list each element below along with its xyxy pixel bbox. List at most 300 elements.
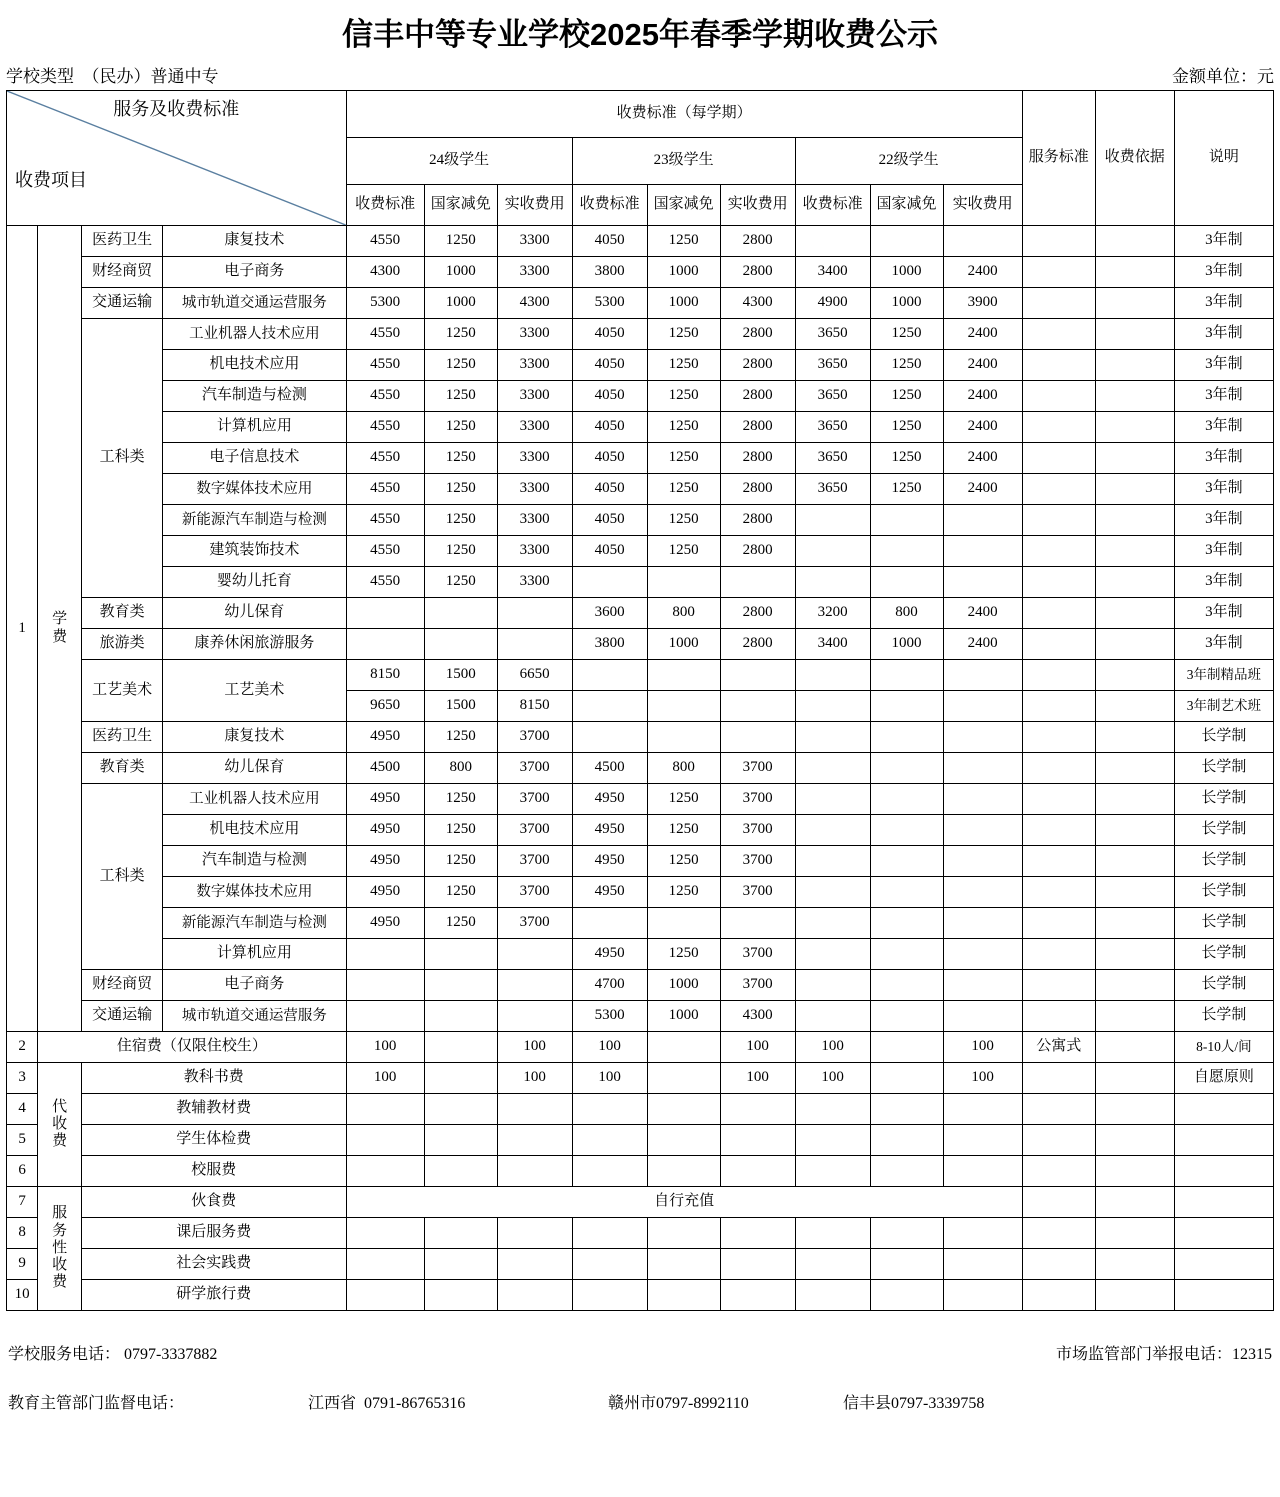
cell-g22-0 <box>795 1001 870 1032</box>
cell-g22-0 <box>795 505 870 536</box>
cell-remark: 3年制 <box>1174 226 1273 257</box>
cell-g22-2: 100 <box>943 1032 1022 1063</box>
cell-g23-0: 4950 <box>572 784 647 815</box>
header-sub-reduction-24: 国家减免 <box>424 185 497 226</box>
table-row <box>7 908 1274 939</box>
edu-supervision-label: 教育主管部门监督电话： <box>8 1395 185 1412</box>
major-cell: 工艺美术 <box>163 660 346 722</box>
category-cell: 教育类 <box>82 598 163 629</box>
cell-g23-2: 3700 <box>720 784 795 815</box>
cell-service-standard <box>1022 970 1095 1001</box>
cell-g23-2 <box>720 1125 795 1156</box>
cell-remark: 3年制 <box>1174 257 1273 288</box>
cell-g23-1: 1000 <box>647 257 720 288</box>
cell-remark: 自愿原则 <box>1174 1063 1273 1094</box>
cell-g24-0: 4950 <box>346 908 424 939</box>
cell-g23-2: 4300 <box>720 1001 795 1032</box>
footer <box>0 1341 1280 1413</box>
table-row <box>7 288 1274 319</box>
cell-g22-1 <box>870 846 943 877</box>
cell-g23-1: 1250 <box>647 381 720 412</box>
cell-g24-1: 1250 <box>424 505 497 536</box>
row-name: 社会实践费 <box>82 1249 347 1280</box>
cell-g24-1: 1250 <box>424 319 497 350</box>
cell-g24-2: 3700 <box>497 722 572 753</box>
cell-remark <box>1174 1280 1273 1311</box>
cell-remark <box>1174 1094 1273 1125</box>
cell-fee-basis <box>1095 567 1174 598</box>
cell-g24-0: 4500 <box>346 753 424 784</box>
cell-g22-0 <box>795 877 870 908</box>
cell-g23-2 <box>720 908 795 939</box>
row-index: 2 <box>7 1032 38 1063</box>
cell-g23-0: 4050 <box>572 536 647 567</box>
cell-g24-1: 1000 <box>424 288 497 319</box>
cell-service-standard <box>1022 474 1095 505</box>
cell-g23-1: 1000 <box>647 970 720 1001</box>
cell-g22-0 <box>795 1218 870 1249</box>
cell-fee-basis <box>1095 443 1174 474</box>
cell-g22-2 <box>943 753 1022 784</box>
cell-service-standard <box>1022 288 1095 319</box>
cell-g22-0: 4900 <box>795 288 870 319</box>
cell-g22-0 <box>795 908 870 939</box>
cell-g23-2: 2800 <box>720 257 795 288</box>
school-type <box>6 62 219 87</box>
cell-g24-2: 3700 <box>497 753 572 784</box>
cell-g23-2: 100 <box>720 1032 795 1063</box>
cell-g24-1 <box>424 939 497 970</box>
cell-g22-1: 800 <box>870 598 943 629</box>
cell-g24-1 <box>424 1063 497 1094</box>
cell-g23-2 <box>720 1218 795 1249</box>
cell-g24-0: 4550 <box>346 226 424 257</box>
cell-g22-0 <box>795 815 870 846</box>
cell-g24-0: 4550 <box>346 381 424 412</box>
cell-g22-2 <box>943 1156 1022 1187</box>
cell-service-standard <box>1022 443 1095 474</box>
cell-g22-1 <box>870 660 943 691</box>
cell-g24-0: 4550 <box>346 474 424 505</box>
cell-g24-1: 1250 <box>424 815 497 846</box>
cell-g22-2: 2400 <box>943 443 1022 474</box>
cell-g24-1: 1250 <box>424 536 497 567</box>
cell-g23-2 <box>720 1280 795 1311</box>
cell-g23-2 <box>720 567 795 598</box>
cell-g22-2 <box>943 567 1022 598</box>
cell-g23-1: 800 <box>647 753 720 784</box>
cell-g24-0: 4550 <box>346 536 424 567</box>
cell-g24-0: 9650 <box>346 691 424 722</box>
section-name-tuition: 学费 <box>38 226 82 1032</box>
header-grade-24: 24级学生 <box>346 138 572 185</box>
cell-g24-2: 3700 <box>497 846 572 877</box>
cell-g23-0: 3600 <box>572 598 647 629</box>
cell-g22-0 <box>795 784 870 815</box>
cell-g24-2: 3300 <box>497 257 572 288</box>
cell-remark: 3年制 <box>1174 536 1273 567</box>
cell-g24-2 <box>497 598 572 629</box>
cell-g22-1 <box>870 1125 943 1156</box>
cell-remark: 3年制 <box>1174 319 1273 350</box>
major-cell: 工业机器人技术应用 <box>163 784 346 815</box>
table-row <box>7 1280 1274 1311</box>
cell-fee-basis <box>1095 598 1174 629</box>
cell-service-standard <box>1022 412 1095 443</box>
cell-g22-2 <box>943 722 1022 753</box>
cell-fee-basis <box>1095 908 1174 939</box>
cell-fee-basis <box>1095 1218 1174 1249</box>
cell-g23-0 <box>572 567 647 598</box>
cell-remark: 3年制 <box>1174 474 1273 505</box>
cell-g22-2: 2400 <box>943 598 1022 629</box>
row-index: 6 <box>7 1156 38 1187</box>
row-index: 4 <box>7 1094 38 1125</box>
cell-g23-2: 100 <box>720 1063 795 1094</box>
cell-fee-basis <box>1095 877 1174 908</box>
page-title: 信丰中等专业学校2025年春季学期收费公示 <box>342 17 938 52</box>
row-name: 课后服务费 <box>82 1218 347 1249</box>
cell-g22-0 <box>795 1156 870 1187</box>
major-cell: 幼儿保育 <box>163 753 346 784</box>
table-row <box>7 660 1274 691</box>
cell-g22-2: 2400 <box>943 350 1022 381</box>
cell-g24-1 <box>424 970 497 1001</box>
cell-fee-basis <box>1095 660 1174 691</box>
cell-service-standard: 公寓式 <box>1022 1032 1095 1063</box>
cell-g22-0: 3400 <box>795 257 870 288</box>
cell-g22-2 <box>943 970 1022 1001</box>
cell-g22-0: 100 <box>795 1032 870 1063</box>
major-cell: 康养休闲旅游服务 <box>163 629 346 660</box>
cell-g24-1: 1250 <box>424 908 497 939</box>
cell-service-standard <box>1022 629 1095 660</box>
header-fee-item: 收费项目 <box>15 170 87 191</box>
cell-g22-0 <box>795 722 870 753</box>
cell-g23-0: 4950 <box>572 877 647 908</box>
cell-g22-0: 3650 <box>795 319 870 350</box>
header-sub-actual-23: 实收费用 <box>720 185 795 226</box>
cell-g23-1 <box>647 1218 720 1249</box>
cell-service-standard <box>1022 1218 1095 1249</box>
cell-g23-2 <box>720 1249 795 1280</box>
table-row <box>7 1249 1274 1280</box>
table-row <box>7 1063 1274 1094</box>
cell-g24-1: 1500 <box>424 691 497 722</box>
cell-g23-1: 1250 <box>647 536 720 567</box>
cell-g24-2: 3300 <box>497 567 572 598</box>
cell-g22-1 <box>870 877 943 908</box>
cell-g24-0: 8150 <box>346 660 424 691</box>
table-row <box>7 1094 1274 1125</box>
header-sub-reduction-23: 国家减免 <box>647 185 720 226</box>
header-sub-actual-22: 实收费用 <box>943 185 1022 226</box>
cell-g22-2 <box>943 846 1022 877</box>
cell-remark <box>1174 1156 1273 1187</box>
cell-g24-0: 4950 <box>346 784 424 815</box>
category-cell: 医药卫生 <box>82 722 163 753</box>
table-row <box>7 319 1274 350</box>
cell-fee-basis <box>1095 939 1174 970</box>
cell-remark: 长学制 <box>1174 939 1273 970</box>
cell-g24-1: 1250 <box>424 381 497 412</box>
cell-fee-basis <box>1095 815 1174 846</box>
section-index-tuition: 1 <box>7 226 38 1032</box>
cell-g23-2: 3700 <box>720 815 795 846</box>
major-cell: 新能源汽车制造与检测 <box>163 908 346 939</box>
cell-g23-0 <box>572 908 647 939</box>
major-cell: 康复技术 <box>163 722 346 753</box>
cell-g24-0 <box>346 1156 424 1187</box>
cell-remark: 长学制 <box>1174 846 1273 877</box>
cell-fee-basis <box>1095 846 1174 877</box>
cell-service-standard <box>1022 753 1095 784</box>
cell-g23-0: 5300 <box>572 1001 647 1032</box>
cell-fee-basis <box>1095 629 1174 660</box>
cell-g23-2: 3700 <box>720 846 795 877</box>
cell-g22-1 <box>870 536 943 567</box>
cell-g24-2 <box>497 939 572 970</box>
cell-service-standard <box>1022 722 1095 753</box>
cell-g24-2: 3300 <box>497 350 572 381</box>
cell-g23-1 <box>647 567 720 598</box>
cell-g24-2: 3300 <box>497 443 572 474</box>
cell-g24-1 <box>424 1032 497 1063</box>
cell-g23-0 <box>572 1125 647 1156</box>
cell-g24-0: 5300 <box>346 288 424 319</box>
category-cell: 工科类 <box>82 784 163 970</box>
cell-g22-2: 3900 <box>943 288 1022 319</box>
cell-service-standard <box>1022 1280 1095 1311</box>
header-corner-cell <box>7 91 347 226</box>
cell-g24-2: 3300 <box>497 505 572 536</box>
major-cell: 计算机应用 <box>163 939 346 970</box>
cell-g23-2: 2800 <box>720 474 795 505</box>
cell-service-standard <box>1022 939 1095 970</box>
cell-g24-1 <box>424 1280 497 1311</box>
table-row <box>7 505 1274 536</box>
table-row <box>7 970 1274 1001</box>
cell-g22-2 <box>943 1125 1022 1156</box>
cell-g23-0: 4050 <box>572 350 647 381</box>
amount-unit: 金额单位：元 <box>1172 67 1274 86</box>
cell-remark <box>1174 1125 1273 1156</box>
cell-g23-1 <box>647 1063 720 1094</box>
header-grade-23: 23级学生 <box>572 138 795 185</box>
category-cell: 财经商贸 <box>82 257 163 288</box>
major-cell: 城市轨道交通运营服务 <box>163 288 346 319</box>
row-index: 5 <box>7 1125 38 1156</box>
cell-g23-0: 4050 <box>572 443 647 474</box>
cell-service-standard <box>1022 660 1095 691</box>
row-index: 10 <box>7 1280 38 1311</box>
table-row <box>7 1125 1274 1156</box>
cell-g24-0 <box>346 1094 424 1125</box>
cell-g23-0: 3800 <box>572 257 647 288</box>
cell-g23-1: 1000 <box>647 288 720 319</box>
cell-g24-2: 3300 <box>497 474 572 505</box>
major-cell: 城市轨道交通运营服务 <box>163 1001 346 1032</box>
cell-g24-0 <box>346 629 424 660</box>
cell-g22-0: 3650 <box>795 381 870 412</box>
cell-fee-basis <box>1095 319 1174 350</box>
cell-g22-1 <box>870 815 943 846</box>
cell-g22-2: 2400 <box>943 629 1022 660</box>
cell-g24-0 <box>346 1249 424 1280</box>
cell-remark: 长学制 <box>1174 877 1273 908</box>
cell-g23-1: 1250 <box>647 443 720 474</box>
cell-g23-2: 3700 <box>720 877 795 908</box>
cell-g22-1: 1250 <box>870 350 943 381</box>
cell-g24-1 <box>424 1218 497 1249</box>
cell-g24-1: 1250 <box>424 474 497 505</box>
category-cell: 医药卫生 <box>82 226 163 257</box>
header-sub-reduction-22: 国家减免 <box>870 185 943 226</box>
cell-fee-basis <box>1095 1156 1174 1187</box>
cell-g24-0 <box>346 1280 424 1311</box>
group-name-agency: 代收费 <box>38 1063 82 1187</box>
cell-g23-1: 1250 <box>647 412 720 443</box>
cell-g24-2: 100 <box>497 1063 572 1094</box>
table-row <box>7 722 1274 753</box>
cell-g24-2 <box>497 1001 572 1032</box>
cell-g22-1: 1000 <box>870 288 943 319</box>
table-row <box>7 1187 1274 1218</box>
cell-g22-1 <box>870 226 943 257</box>
cell-g22-0: 3400 <box>795 629 870 660</box>
cell-g23-2 <box>720 691 795 722</box>
cell-g23-2: 2800 <box>720 505 795 536</box>
table-row <box>7 877 1274 908</box>
cell-fee-basis <box>1095 1187 1174 1218</box>
cell-fee-basis <box>1095 722 1174 753</box>
cell-g22-0 <box>795 939 870 970</box>
cell-g22-1 <box>870 784 943 815</box>
cell-service-standard <box>1022 567 1095 598</box>
cell-fee-basis <box>1095 288 1174 319</box>
cell-g23-1 <box>647 691 720 722</box>
cell-g22-1: 1250 <box>870 381 943 412</box>
cell-remark: 长学制 <box>1174 815 1273 846</box>
major-cell: 机电技术应用 <box>163 350 346 381</box>
cell-g23-0: 4050 <box>572 381 647 412</box>
cell-g23-2: 2800 <box>720 443 795 474</box>
cell-g24-1 <box>424 1249 497 1280</box>
cell-g23-0 <box>572 691 647 722</box>
meta-row <box>0 58 1280 90</box>
cell-remark <box>1174 1218 1273 1249</box>
cell-service-standard <box>1022 1001 1095 1032</box>
cell-g24-1: 1250 <box>424 877 497 908</box>
cell-g23-0 <box>572 1218 647 1249</box>
cell-g22-1: 1000 <box>870 257 943 288</box>
row-name: 教科书费 <box>82 1063 347 1094</box>
cell-g22-0: 3650 <box>795 443 870 474</box>
cell-remark: 长学制 <box>1174 784 1273 815</box>
major-cell: 数字媒体技术应用 <box>163 877 346 908</box>
cell-service-standard <box>1022 505 1095 536</box>
major-cell: 幼儿保育 <box>163 598 346 629</box>
cell-g22-0: 3650 <box>795 412 870 443</box>
cell-remark: 3年制艺术班 <box>1174 691 1273 722</box>
cell-g23-1 <box>647 722 720 753</box>
cell-g24-2 <box>497 1125 572 1156</box>
cell-g23-0: 100 <box>572 1032 647 1063</box>
cell-g22-2 <box>943 908 1022 939</box>
cell-g23-1 <box>647 660 720 691</box>
cell-g23-2: 2800 <box>720 412 795 443</box>
cell-g24-0: 4950 <box>346 846 424 877</box>
cell-g22-0: 3650 <box>795 474 870 505</box>
cell-fee-basis <box>1095 536 1174 567</box>
table-row <box>7 443 1274 474</box>
cell-g22-1 <box>870 753 943 784</box>
cell-g22-1: 1250 <box>870 319 943 350</box>
cell-g22-0 <box>795 1249 870 1280</box>
cell-g22-1 <box>870 1032 943 1063</box>
cell-g23-0: 100 <box>572 1063 647 1094</box>
cell-g22-1 <box>870 1249 943 1280</box>
cell-fee-basis <box>1095 1094 1174 1125</box>
header-sub-standard-24: 收费标准 <box>346 185 424 226</box>
cell-g23-0 <box>572 1094 647 1125</box>
cell-g24-1: 1250 <box>424 722 497 753</box>
cell-g23-0: 4500 <box>572 753 647 784</box>
cell-g22-1 <box>870 908 943 939</box>
major-cell: 建筑装饰技术 <box>163 536 346 567</box>
market-supervision-phone: 市场监管部门举报电话：12315 <box>1055 1346 1272 1363</box>
cell-g23-1: 1250 <box>647 319 720 350</box>
major-cell: 工业机器人技术应用 <box>163 319 346 350</box>
cell-remark: 3年制 <box>1174 381 1273 412</box>
cell-service-standard <box>1022 1063 1095 1094</box>
cell-g23-1 <box>647 1156 720 1187</box>
cell-g23-0: 5300 <box>572 288 647 319</box>
cell-remark <box>1174 1187 1273 1218</box>
cell-remark: 3年制 <box>1174 629 1273 660</box>
cell-g23-2: 2800 <box>720 536 795 567</box>
major-cell: 计算机应用 <box>163 412 346 443</box>
cell-g24-0 <box>346 970 424 1001</box>
category-cell: 工艺美术 <box>82 660 163 722</box>
cell-g22-0 <box>795 753 870 784</box>
cell-g23-1: 1250 <box>647 846 720 877</box>
row-index: 3 <box>7 1063 38 1094</box>
header-fee-basis: 收费依据 <box>1095 91 1174 226</box>
cell-fee-basis <box>1095 753 1174 784</box>
cell-service-standard <box>1022 846 1095 877</box>
cell-g24-0 <box>346 598 424 629</box>
cell-g23-0 <box>572 660 647 691</box>
cell-service-standard <box>1022 319 1095 350</box>
cell-g22-2 <box>943 505 1022 536</box>
cell-g24-0 <box>346 1001 424 1032</box>
cell-g23-1: 1250 <box>647 815 720 846</box>
table-row <box>7 381 1274 412</box>
cell-g24-0: 4550 <box>346 350 424 381</box>
cell-g22-2 <box>943 1249 1022 1280</box>
cell-span-note: 自行充值 <box>346 1187 1022 1218</box>
cell-g24-1 <box>424 598 497 629</box>
cell-g24-0: 100 <box>346 1063 424 1094</box>
cell-g23-0: 4700 <box>572 970 647 1001</box>
cell-g24-1 <box>424 1001 497 1032</box>
cell-service-standard <box>1022 877 1095 908</box>
cell-g22-1 <box>870 939 943 970</box>
header-service-standard: 服务标准 <box>1022 91 1095 226</box>
major-cell: 康复技术 <box>163 226 346 257</box>
table-body <box>7 226 1274 1311</box>
